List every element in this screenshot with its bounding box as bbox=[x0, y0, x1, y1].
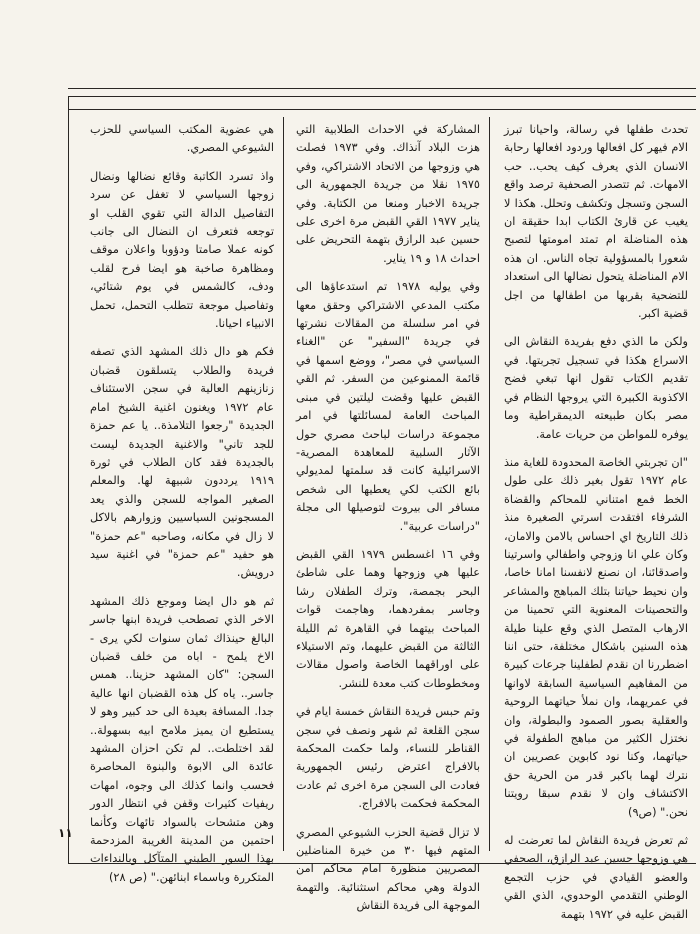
paragraph: وفي يوليه ١٩٧٨ تم استدعاؤها الى مكتب المدعي الاشتراكي وحقق معها في امر سلسلة من المقالات نشرتها في جريدة "السفير" عن "الغناء السياسي في مصر"، ووضع اسمها في قائمة الممنوعين من السفر. ثم القي القبض عليها وقضت ليلتين في مبنى المباحث العامة لمسائلتها في امر مجموعة دراسات لباحث مصري حول الآثار السلبية للمعاهدة المصرية-الاسرائيلية كانت قد سلمتها لمديولي بائع الكتب لكي يعطيها الى شخص مسافر الى بيروت لتوصيلها الى مجلة "دراسات عربية". bbox=[296, 280, 480, 533]
text-column-middle bbox=[296, 121, 480, 926]
paragraph: المشاركة في الاحداث الطلابية التي هزت البلاد آنذاك. وفي ١٩٧٣ فصلت هي وزوجها من الاتحاد الاشتراكي، وفي ١٩٧٥ نقلا من جريدة الجمهورية الى جريدة الاخبار ومنعا من الكتابة. وفي يناير ١٩٧٧ القي القبض مرة اخرى على حسين عبد الرازق بتهمة التحريض على احداث ١٨ و ١٩ يناير. bbox=[296, 123, 480, 265]
article-frame bbox=[68, 96, 696, 921]
paragraph: هي عضوية المكتب السياسي للحزب الشيوعي المصري. bbox=[90, 123, 274, 155]
paragraph: تحدث طفلها في رسالة، واحيانا تبرز الام فيهر كل افعالها وردود افعالها رحابة الانسان الذي يعرف كيف يحب.. حب الامهات. ثم تتصدر الصحفية ترصد واقع السجن وتسجل وتكشف وتحلل. هكذا لا يغيب عن قارئ الكتاب ابدا حقيقة ان هذه المناضلة ام تمتد امومتها لتصبح شعورا بالمسؤولية تجاه الناس. ان هذه الام المناضلة يتحول نضالها الى استعداد للتضحية بقربها من اطفالها من اجل قضية اكبر. bbox=[504, 123, 688, 321]
paragraph: واذ تسرد الكاتبة وقائع نضالها ونضال زوجها السياسي لا تغفل عن سرد التفاصيل الدالة التي تقوي القلب او توجعه فتعرف ان النضال الى جانب كونه عملا صامتا ودؤوبا واعلان موقف ومظاهرة صاخبة هو ايضا فرح لقلب ودف، كالشمس في يوم شتائي، وتفاصيل موجعة تتطلب التحمل، تحمل الانبياء احيانا. bbox=[90, 169, 274, 331]
paragraph: وفي ١٦ اغسطس ١٩٧٩ القي القبض عليها هي وزوجها وهما على شاطئ البحر بجمصة، وترك الطفلان رشا وجاسر بمفردهما، وهاجمت قوات المباحث بيتهما في القاهرة ثم الليلة الثالثة من القبض عليهما، وتم الاستيلاء على اوراقهما الخاصة واصول مقالات ومخطوطات كتب معدة للنشر. bbox=[296, 547, 480, 690]
paragraph: ولكن ما الذي دفع بفريدة النقاش الى الاسراع هكذا في تسجيل تجربتها. في تقديم الكتاب تقول انها تبغي فضح الاكذوبة الكبيرة التي يروجها النظام في مصر بكان طبيعته الديمقراطية وما يوفره للمواطن من حريات عامة. bbox=[504, 335, 688, 441]
paragraph: فكم هو دال ذلك المشهد الذي تصفه فريدة والطلاب يتسلقون قضبان زنازينهم العالية في سجن الاستئناف عام ١٩٧٢ ويغنون اغنية الشيخ امام الجديدة "رجعوا التلامذة.. يا عم حمزة للجد تاني" والاغنية الجديدة ليست بالجديدة فقد كان الطلاب في ثورة ١٩١٩ يرددون شبيهة لها. والمعلم الصغير المواجه للسجن والذي يعد المسجونين السياسيين وزوارهم بالاكل لا زال في مكانه، وصاحبه "عم حمزة" هو حفيد "عم حمزة" في اغنية سيد درويش. bbox=[90, 345, 274, 580]
column-divider bbox=[283, 117, 284, 851]
text-column-left bbox=[90, 121, 274, 897]
top-rule bbox=[68, 88, 696, 89]
column-divider bbox=[489, 117, 490, 851]
paragraph: وتم حبس فريدة النقاش خمسة ايام في سجن القلعة ثم شهر ونصف في سجن القناطر للنساء، ولما حكمت المحكمة بالافراج اعترض رئيس الجمهورية فعادت الى السجن مرة اخرى ثم عادت المحكمة فحكمت بالافراج. bbox=[296, 705, 480, 811]
frame-header-band bbox=[69, 97, 696, 110]
paragraph: "ان تجربتي الخاصة المحدودة للغاية منذ عام ١٩٧٢ تقول بغير ذلك على طول الخط فمع امتناني للمحاكم والقضاة الشرفاء افتقدت اسرتي الصغيرة منذ ذلك التاريخ اي احساس بالامن والامان، وكان علي انا وزوجي واطفالي واسرتينا واصدقائنا، ان نصنع لانفسنا امانا خاصا، وان نحيط حياتنا بتلك المباهج والمشاعر والتحصينات المعنوية التي تحمينا من الارهاب المتصل الذي وقع علينا طيلة هذه السنين باشكال مختلفة، حتى اننا اضطررنا ان نقدم لطفلينا جرعات كبيرة من المفاهيم السياسية السابقة لاوانها في عمريهما، وان نملأ حياتهما الروحية والعقلية بصور الصمود والبطولة، وان نختزل الكثير من مباهج الطفولة في حياتهما، وكنا نود كابوين عصريين ان نترك لهما باكبر قدر من الحرية حق الاكتشاف وان لا نقدم سبقا رويتنا نحن." (ص٩) bbox=[504, 455, 688, 819]
paragraph: لا تزال قضية الحزب الشيوعي المصري المتهم فيها ٣٠ من خيرة المناضلين المصريين منظورة امام محاكم امن الدولة وهي محاكم استثنائية. والتهمة الموجهة الى فريدة النقاش bbox=[296, 825, 480, 913]
paragraph: ثم هو دال ايضا وموجع ذلك المشهد الاخر الذي تصطحب فريدة ابنها جاسر البالغ حينذاك ثمان سنوات لكي يرى - الاخ يلمح - اباه من خلف قضبان السجن: "كان المشهد حزينا.. همس جاسر.. ياه كل هذه القضبان انها عالية جدا. المسافة بعيدة الى حد كبير وهو لا يستطيع ان يميز ملامح ابيه بسهولة.. لقد اختلطت.. لم تكن احزان المشهد عائدة الى الابوة والبنوة المحاصرة فحسب وانما كذلك الى وجوه، امهات ريفيات كثيرات وقفن في انتظار الدور وهن متشحات بالسواد تائهات وكأنما احتمين من المدينة الغريبة المزدحمة بهذا السور الطيني المتآكل وبالنداءات المتكررة وباسماء ابنائهن." (ص ٢٨) bbox=[90, 594, 274, 884]
paragraph: ثم تعرض فريدة النقاش لما تعرضت له هي وزوجها حسين عبد الرازق، الصحفي والعضو القيادي في حزب التجمع الوطني التقدمي الوحدوي، الذي القي القبض عليه في ١٩٧٢ بتهمة bbox=[504, 834, 688, 921]
text-column-right bbox=[504, 121, 688, 934]
page-number: ١١ bbox=[58, 826, 73, 840]
